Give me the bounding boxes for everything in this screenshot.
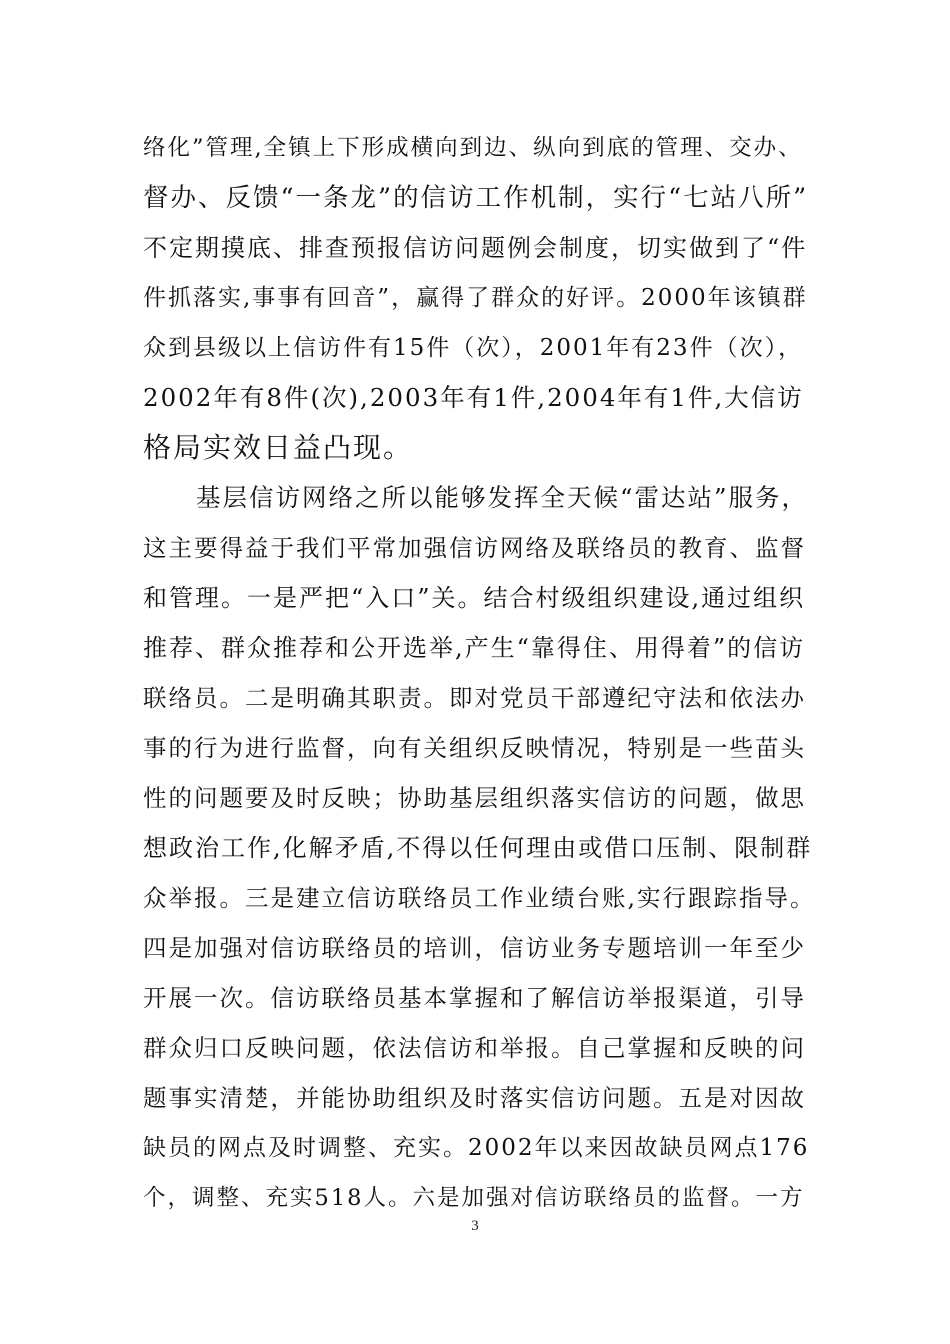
text-line: 群众归口反映问题，依法信访和举报。自己掌握和反映的问 [143, 1034, 806, 1062]
text-line: 推荐、群众推荐和公开选举,产生“靠得住、用得着”的信访 [143, 634, 806, 662]
text-line: 性的问题要及时反映；协助基层组织落实信访的问题，做思 [143, 784, 806, 812]
text-line: 事的行为进行监督，向有关组织反映情况，特别是一些苗头 [143, 734, 806, 762]
text-line: 这主要得益于我们平常加强信访网络及联络员的教育、监督 [143, 534, 806, 562]
text-line: 题事实清楚，并能协助组织及时落实信访问题。五是对因故 [143, 1084, 806, 1112]
text-line: 众举报。三是建立信访联络员工作业绩台账,实行跟踪指导。 [143, 884, 816, 912]
text-line: 联络员。二是明确其职责。即对党员干部遵纪守法和依法办 [143, 684, 806, 712]
text-line: 不定期摸底、排查预报信访问题例会制度，切实做到了“件 [143, 234, 808, 262]
text-line: 格局实效日益凸现。 [143, 431, 414, 464]
text-line: 缺员的网点及时调整、充实。2002年以来因故缺员网点176 [143, 1135, 810, 1161]
text-line: 2002年有8件(次),2003年有1件,2004年有1件,大信访 [143, 383, 804, 412]
text-line: 络化”管理,全镇上下形成横向到边、纵向到底的管理、交办、 [143, 135, 803, 161]
text-line: 件抓落实,事事有回音”，赢得了群众的好评。2000年该镇群 [143, 285, 808, 311]
text-line: 个，调整、充实518人。六是加强对信访联络员的监督。一方 [143, 1185, 805, 1211]
text-line: 想政治工作,化解矛盾,不得以任何理由或借口压制、限制群 [143, 834, 813, 862]
text-line: 四是加强对信访联络员的培训，信访业务专题培训一年至少 [143, 934, 806, 962]
text-line: 和管理。一是严把“入口”关。结合村级组织建设,通过组织 [143, 584, 806, 612]
text-line: 基层信访网络之所以能够发挥全天候“雷达站”服务， [196, 483, 809, 512]
text-line: 众到县级以上信访件有15件（次），2001年有23件（次）， [143, 335, 804, 361]
text-line: 开展一次。信访联络员基本掌握和了解信访举报渠道，引导 [143, 984, 806, 1012]
page-number: 3 [471, 1218, 479, 1234]
text-line: 督办、反馈“一条龙”的信访工作机制，实行“七站八所” [143, 183, 809, 213]
